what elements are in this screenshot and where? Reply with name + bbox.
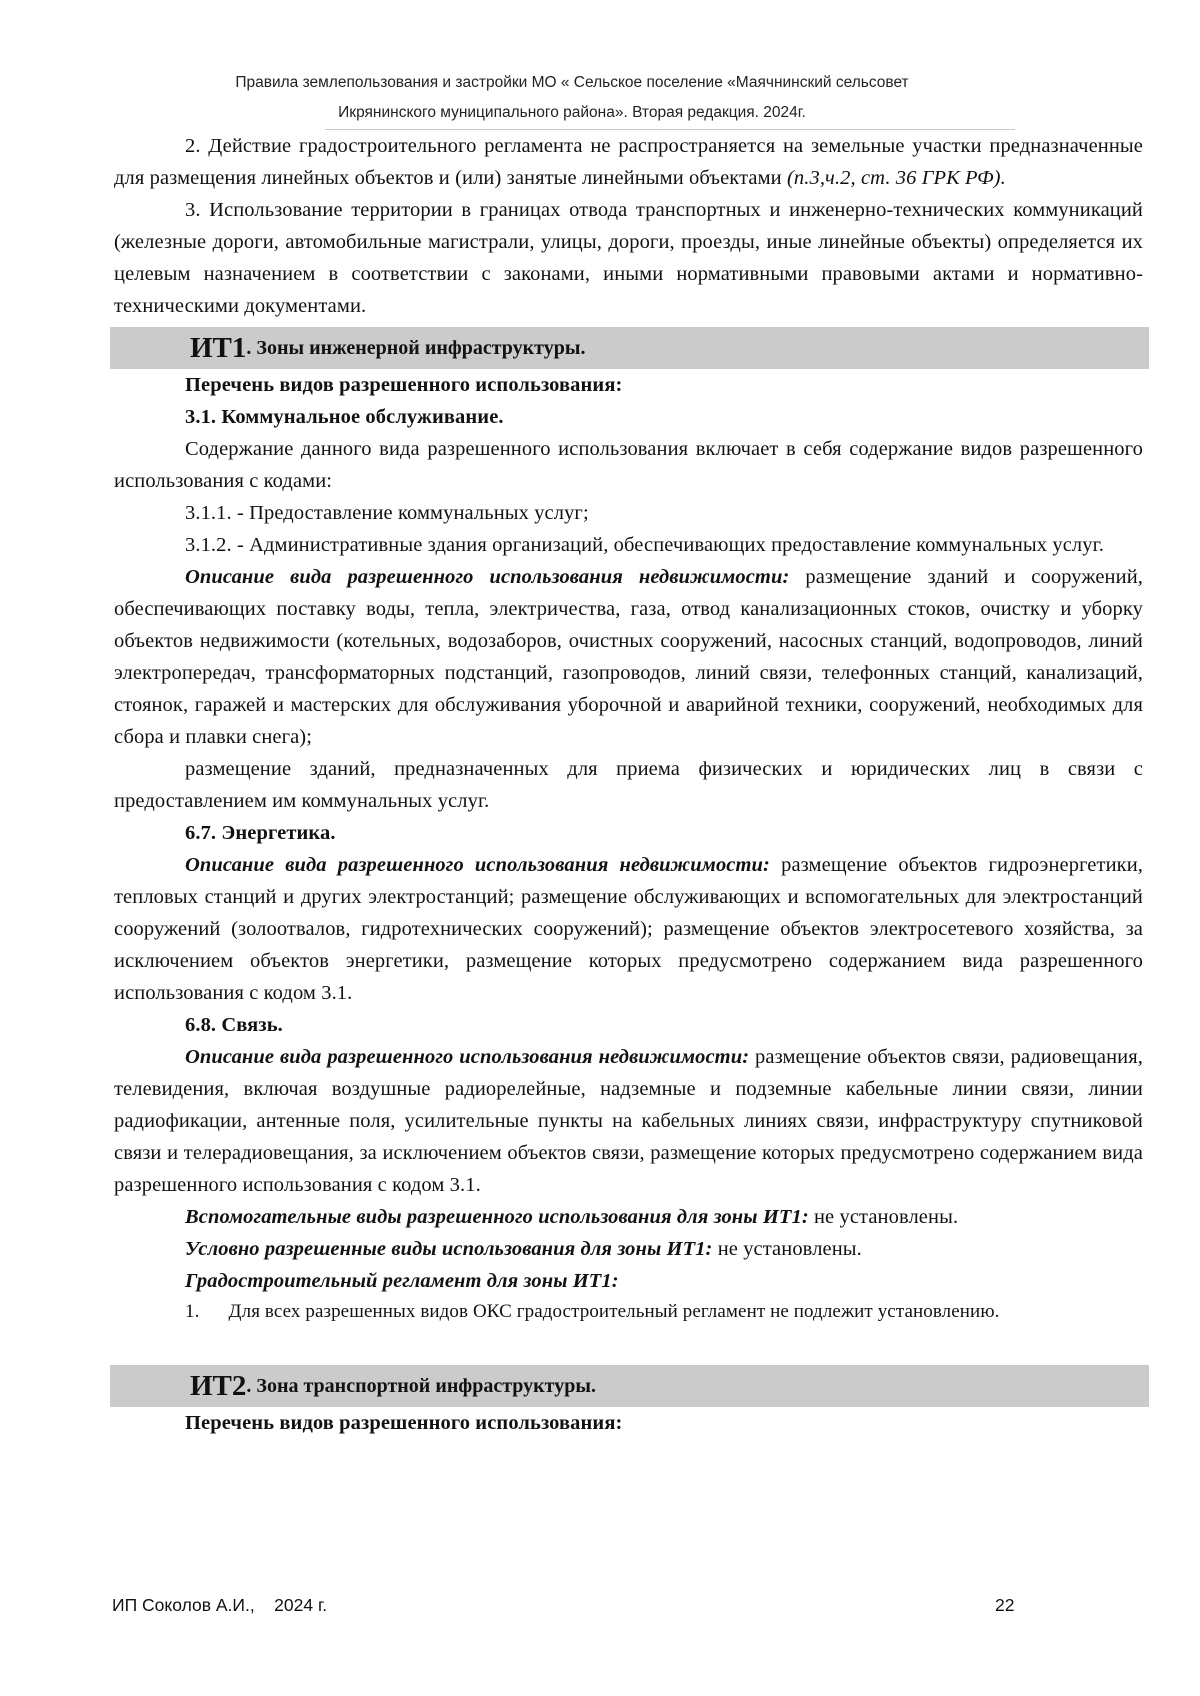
section-3-1-intro: Содержание данного вида разрешенного использования включает в себя содержание видов разрешенного использования с кодами: [114, 438, 1143, 492]
page-body [114, 130, 1143, 1439]
section-6-7-heading: 6.7. Энергетика. [185, 822, 336, 844]
zone-it2-code: ИТ2 [190, 1369, 247, 1402]
paragraph-2-text: 2. Действие градостроительного регламента не распространяется на земельные участки предназначенные для размещения линейных объектов и (или) занятые линейными объектами [114, 135, 1143, 189]
section-6-8-description-text: размещение объектов связи, радиовещания, телевидения, включая воздушные радиорелейные, надземные и подземные кабельные линии связи, линии радиофикации, антенные поля, усилительные пункты на кабельных линиях связи, инфраструктуру спутниковой связи и телерадиовещания, за исключением объектов связи, размещение которых предусмотрено содержанием вида разрешенного использования с кодом 3.1. [114, 1046, 1143, 1196]
header-line-1: Правила землепользования и застройки МО « Сельское поселение «Маячнинский сельсовет [235, 74, 909, 91]
description-label: Описание вида разрешенного использования недвижимости: [185, 1046, 750, 1068]
paragraph-2-reference: (п.3,ч.2, ст. 36 ГРК РФ). [786, 167, 1006, 189]
zone-it1-heading [110, 327, 1149, 369]
conditional-uses [114, 1233, 1143, 1265]
section-6-7-description [114, 849, 1143, 1009]
conditional-uses-label: Условно разрешенные виды использования для зоны ИТ1: [185, 1238, 713, 1260]
auxiliary-uses [114, 1201, 1143, 1233]
section-3-1-description [114, 561, 1143, 753]
section-3-1-item-1: 3.1.1. - Предоставление коммунальных услуг; [185, 502, 589, 524]
description-label: Описание вида разрешенного использования недвижимости: [185, 854, 770, 876]
section-6-8-description [114, 1041, 1143, 1201]
header-line-2: Икрянинского муниципального района». Вторая редакция. 2024г. [338, 104, 806, 121]
section-gap [114, 1326, 1143, 1360]
zone-it1-code: ИТ1 [190, 331, 247, 364]
auxiliary-uses-label: Вспомогательные виды разрешенного использования для зоны ИТ1: [185, 1206, 809, 1228]
zone-it2-title: . Зона транспортной инфраструктуры. [246, 1374, 596, 1397]
description-label: Описание вида разрешенного использования недвижимости: [185, 566, 790, 588]
it2-list-heading: Перечень видов разрешенного использования: [185, 1412, 623, 1434]
page-number: 22 [995, 1595, 1015, 1615]
page-header [112, 68, 1032, 128]
section-3-1-description-text: размещение зданий и сооружений, обеспечивающих поставку воды, тепла, электричества, газа, отвод канализационных стоков, очистку и уборку объектов недвижимости (котельных, водозаборов, очистных сооружений, насосных станций, водопроводов, линий электропередач, трансформаторных подстанций, газопроводов, линий связи, телефонных станций, канализаций, стоянок, гаражей и мастерских для обслуживания уборочной и аварийной техники, сооружений, необходимых для сбора и плавки снега); [114, 566, 1143, 748]
footer-author: ИП Соколов А.И., 2024 г. [112, 1595, 328, 1615]
section-6-7-description-text: размещение объектов гидроэнергетики, тепловых станций и других электростанций; размещение обслуживающих и вспомогательных для электростанций сооружений (золоотвалов, гидротехнических сооружений); размещение объектов электросетевого хозяйства, за исключением объектов энергетики, размещение которых предусмотрено содержанием вида разрешенного использования с кодом 3.1. [114, 854, 1143, 1004]
paragraph-2 [114, 130, 1143, 194]
regulation-item-1: 1. Для всех разрешенных видов ОКС градостроительный регламент не подлежит установлению. [185, 1301, 1000, 1322]
paragraph-3: 3. Использование территории в границах отвода транспортных и инженерно-технических коммуникаций (железные дороги, автомобильные магистрали, улицы, дороги, проезды, иные линейные объекты) определяется их целевым назначением в соответствии с законами, иными нормативными правовыми актами и нормативно-техническими документами. [114, 199, 1143, 317]
zone-it1-title: . Зоны инженерной инфраструктуры. [246, 336, 586, 359]
section-6-8-heading: 6.8. Связь. [185, 1014, 283, 1036]
it1-list-heading: Перечень видов разрешенного использования: [185, 374, 623, 396]
regulation-heading: Градостроительный регламент для зоны ИТ1: [185, 1270, 619, 1292]
auxiliary-uses-value: не установлены. [808, 1206, 959, 1228]
section-3-1-description-2: размещение зданий, предназначенных для приема физических и юридических лиц в связи с предоставлением им коммунальных услуг. [114, 758, 1143, 812]
zone-it2-heading [110, 1365, 1149, 1407]
section-3-1-item-2: 3.1.2. - Административные здания организаций, обеспечивающих предоставление коммунальных услуг. [185, 534, 1105, 556]
conditional-uses-value: не установлены. [712, 1238, 862, 1260]
section-3-1-heading: 3.1. Коммунальное обслуживание. [185, 406, 504, 428]
